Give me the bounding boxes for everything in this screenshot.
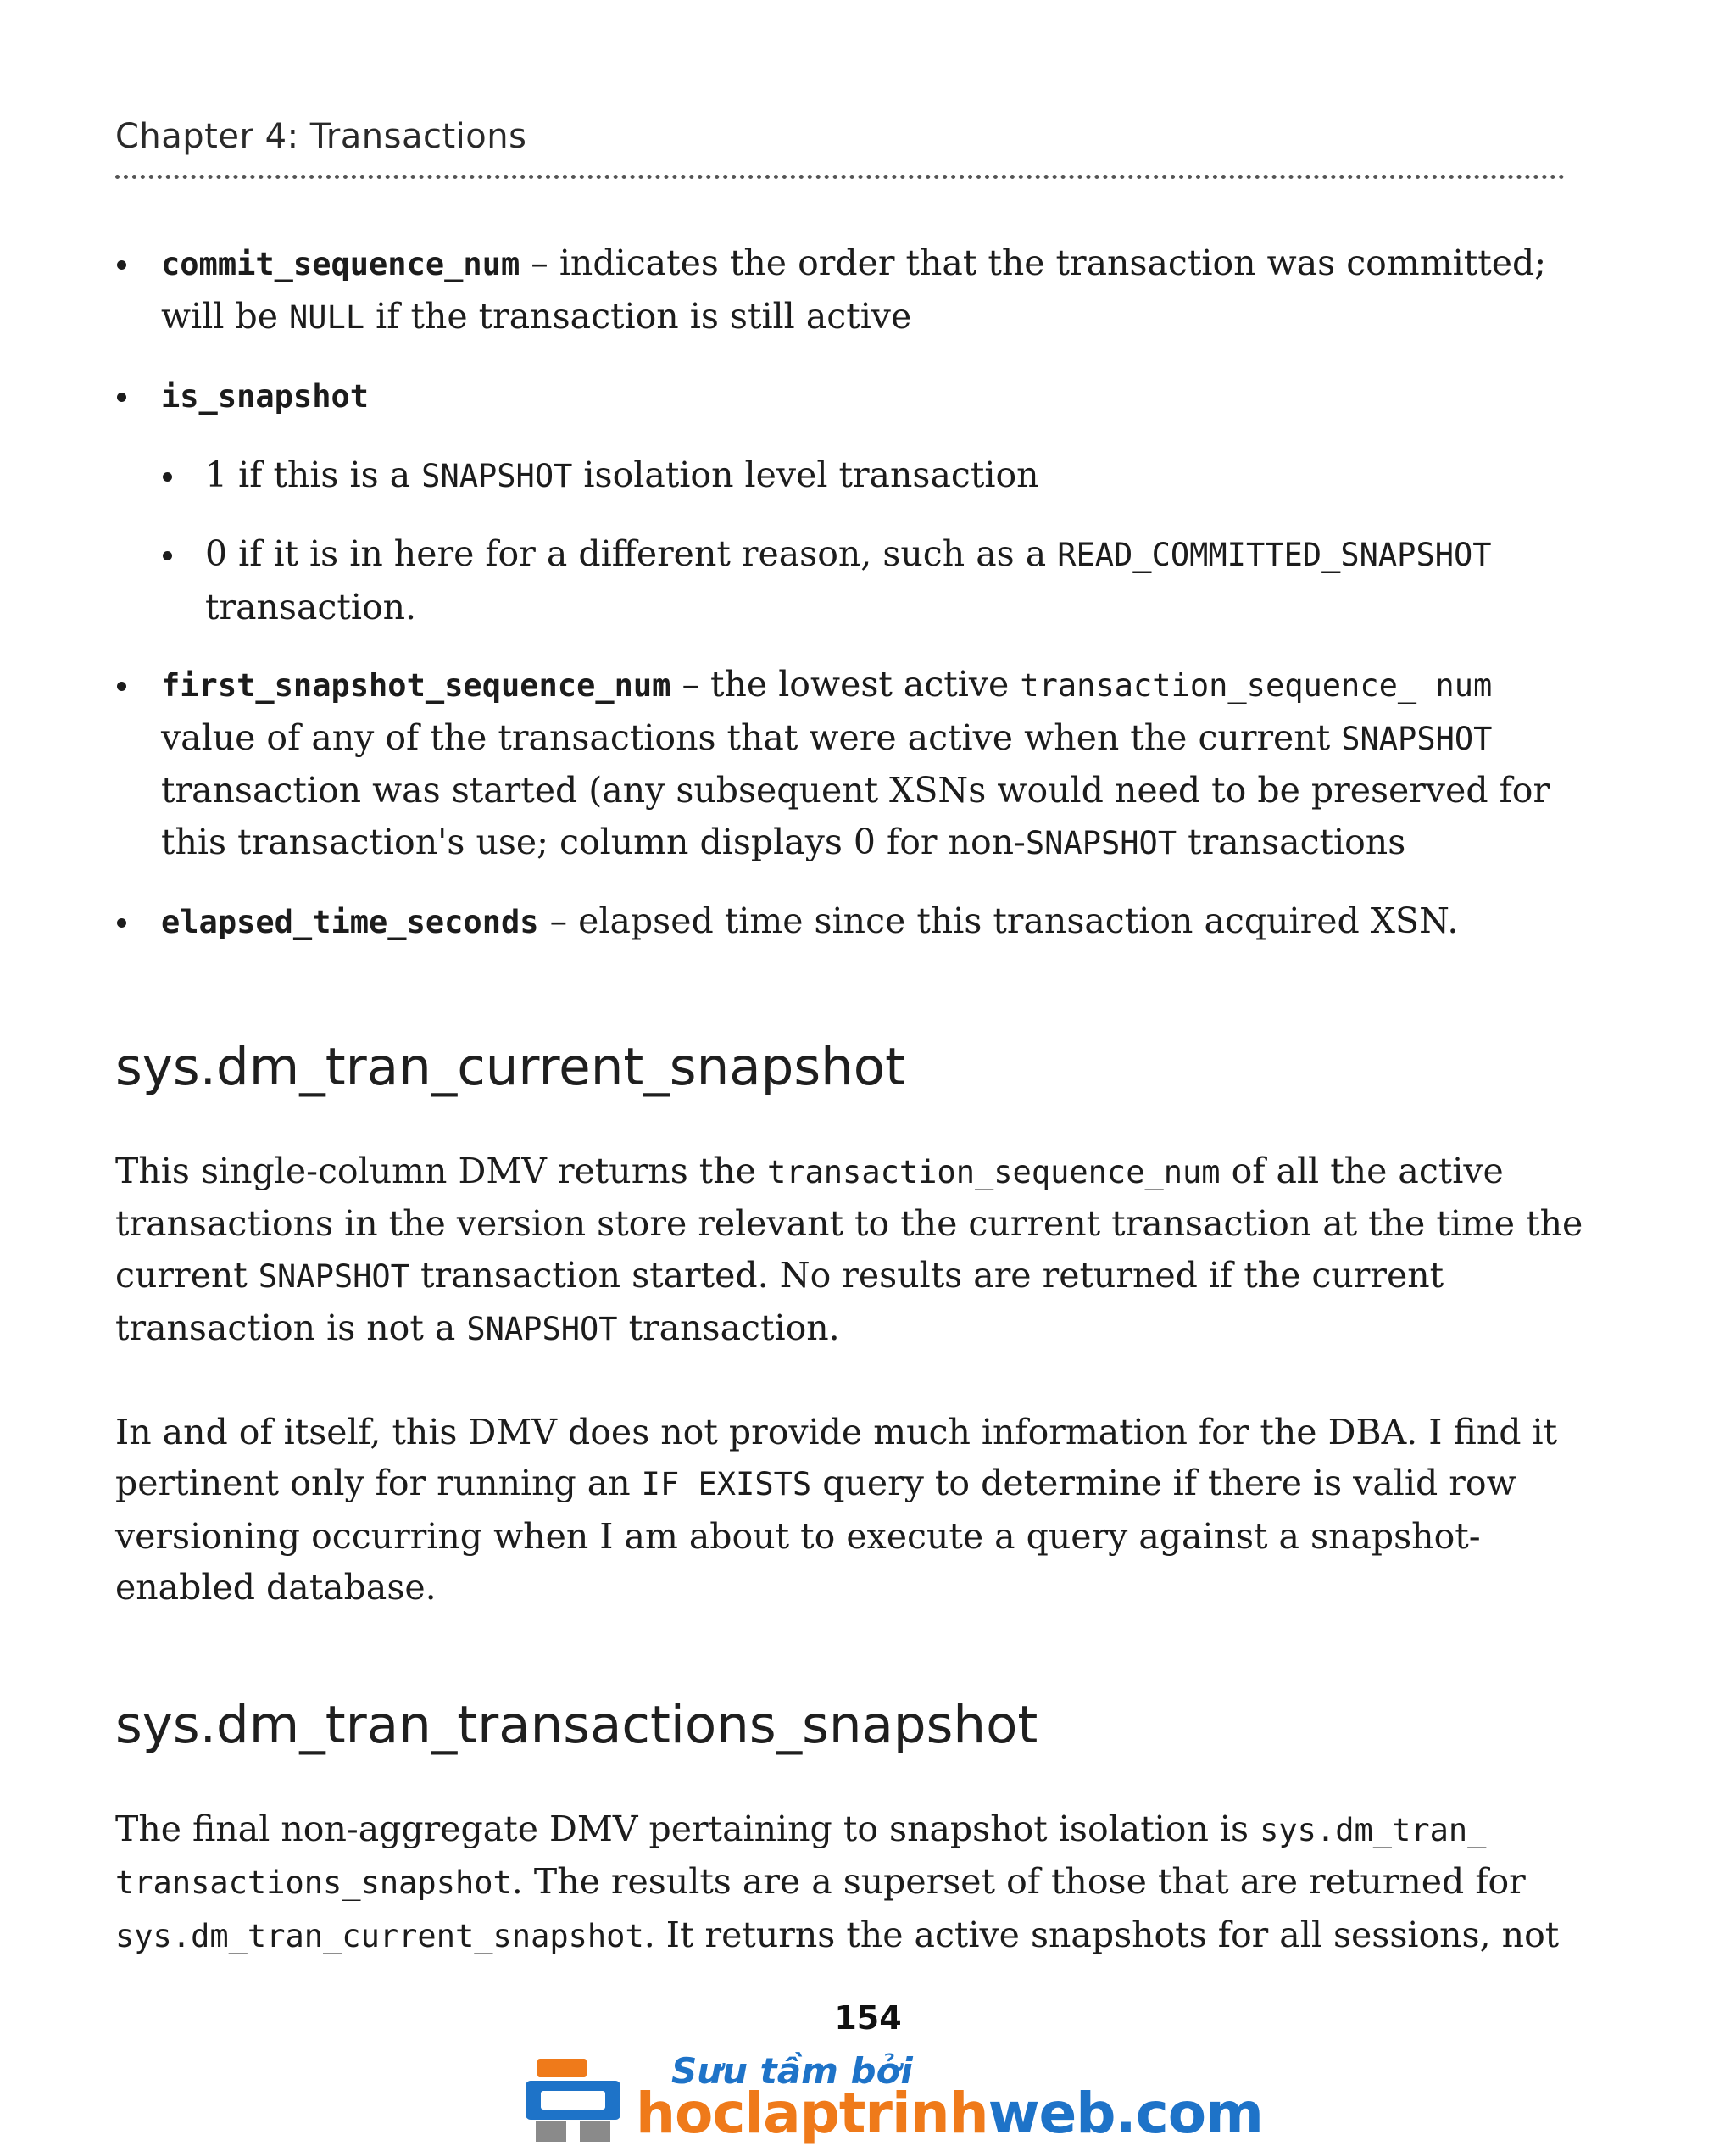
text: – indicates the order that the transaction was committed; will be: [161, 242, 1547, 337]
code-snapshot: SNAPSHOT: [1341, 720, 1493, 757]
text: value of any of the transactions that were active when the current: [161, 716, 1342, 758]
text: 0 if it is in here for a different reason, such as a: [205, 533, 1058, 574]
code-transaction-sequence-num: transaction_sequence_num: [766, 1153, 1221, 1190]
watermark-site-part: hoclaptrinh: [636, 2081, 988, 2146]
text: . It returns the active snapshots for all sessions, not: [643, 1914, 1560, 1955]
page-number: 154: [834, 1999, 902, 2037]
section-heading-transactions-snapshot: sys.dm_tran_transactions_snapshot: [115, 1694, 1038, 1755]
page-content: [115, 237, 1590, 1962]
text: In and of itself, this DMV does not provide much information for the DBA. I find it pertinent only for running an: [115, 1411, 1558, 1503]
code-snapshot: SNAPSHOT: [1025, 824, 1177, 861]
watermark-site-part: web.com: [988, 2081, 1263, 2146]
text: This single-column DMV returns the: [115, 1150, 767, 1191]
code-transaction-sequence-num: transaction_sequence_ num: [1020, 667, 1493, 704]
watermark-tagline: Sưu tầm bởi: [671, 2050, 913, 2092]
term-elapsed-time-seconds: elapsed_time_seconds: [161, 904, 539, 940]
paragraph: [115, 1145, 1590, 1356]
term-commit-sequence-num: commit_sequence_num: [161, 246, 520, 282]
text: transactions: [1177, 821, 1406, 862]
list-item-commit-sequence-num: [115, 237, 1590, 343]
code-snapshot: SNAPSHOT: [466, 1311, 618, 1347]
text: transaction.: [617, 1307, 840, 1348]
text: – the lowest active: [670, 664, 1021, 705]
section-heading-current-snapshot: sys.dm_tran_current_snapshot: [115, 1036, 906, 1097]
list-item-first-snapshot-sequence-num: [115, 659, 1590, 869]
column-definition-list: [115, 237, 1590, 949]
watermark: [526, 2043, 1263, 2146]
list-item-is-snapshot: [115, 370, 1590, 633]
watermark-site: [636, 2081, 1263, 2146]
code-null: NULL: [289, 298, 365, 336]
paragraph: [115, 1407, 1590, 1614]
code-if-exists: IF EXISTS: [641, 1466, 812, 1502]
text: if the transaction is still active: [364, 295, 912, 337]
watermark-logo-icon: [526, 2059, 620, 2142]
text: transaction started. No results are returned if the current transaction is not a: [115, 1254, 1444, 1348]
text: isolation level transaction: [572, 454, 1039, 495]
paragraph: [115, 1803, 1590, 1963]
text: transaction was started (any subsequent XSNs would need to be preserved for this transaction's use; column displays 0 for non-: [161, 770, 1550, 862]
is-snapshot-values-list: [161, 449, 1590, 633]
running-head: Chapter 4: Transactions: [115, 117, 527, 156]
text: – elapsed time since this transaction acquired XSN.: [538, 900, 1459, 941]
list-item-elapsed-time-seconds: [115, 895, 1590, 949]
code-dm-tran-transactions-snapshot: sys.dm_tran_ transactions_snapshot: [115, 1811, 1487, 1901]
list-item-value-1: [161, 449, 1590, 503]
term-is-snapshot: is_snapshot: [161, 378, 370, 415]
header-dotted-rule: [115, 175, 1565, 179]
text: of all the active transactions in the version store relevant to the current transaction at the time the current: [115, 1150, 1583, 1296]
text: query to determine if there is valid row versioning occurring when I am about to execute a query against a snapshot-enabled database.: [115, 1463, 1516, 1608]
code-dm-tran-current-snapshot: sys.dm_tran_current_snapshot: [115, 1917, 644, 1954]
code-snapshot: SNAPSHOT: [258, 1257, 409, 1295]
text: . The results are a superset of those that are returned for: [511, 1861, 1526, 1902]
text: 1 if this is a: [205, 454, 422, 495]
list-item-value-0: [161, 528, 1590, 633]
code-snapshot: SNAPSHOT: [421, 457, 573, 494]
term-first-snapshot-sequence-num: first_snapshot_sequence_num: [161, 667, 671, 704]
code-read-committed-snapshot: READ_COMMITTED_SNAPSHOT: [1057, 537, 1492, 573]
text: The final non-aggregate DMV pertaining to snapshot isolation is: [115, 1808, 1260, 1849]
text: transaction.: [205, 586, 417, 627]
